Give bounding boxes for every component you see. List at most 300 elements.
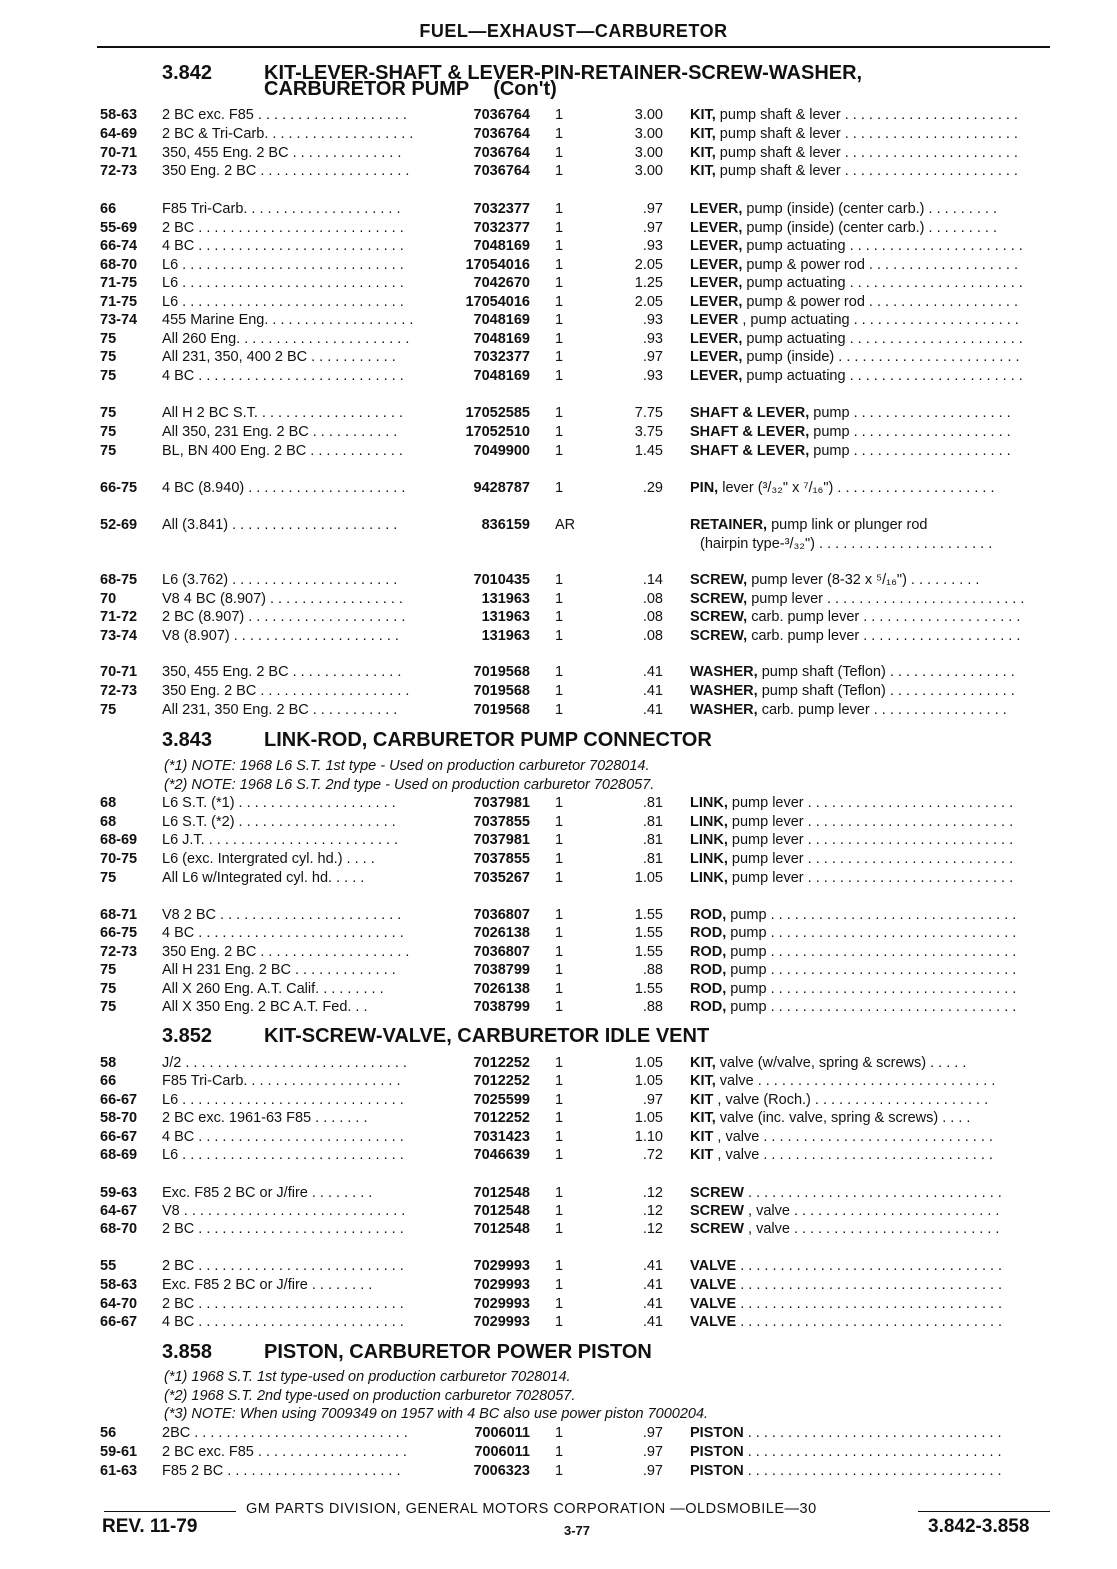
part-description: KIT , valve . . . . . . . . . . . . . . . . . . . . . . . . . . . . . xyxy=(690,1147,993,1163)
footer-section-range: 3.842-3.858 xyxy=(928,1516,1030,1537)
part-description: LINK, pump lever . . . . . . . . . . . . . . . . . . . . . . . . . . xyxy=(690,832,1014,848)
part-number: 7032377 xyxy=(473,349,530,365)
part-number: 7042670 xyxy=(473,275,530,291)
part-number: 7032377 xyxy=(473,201,530,217)
part-number: 7012252 xyxy=(473,1073,530,1089)
price: 1.55 xyxy=(634,907,663,923)
part-description: LEVER, pump actuating . . . . . . . . . . . . . . . . . . . . . . xyxy=(690,368,1023,384)
price: 1.05 xyxy=(634,870,663,886)
part-name: KIT, xyxy=(690,1073,716,1089)
application: 350, 455 Eng. 2 BC . . . . . . . . . . . . . . xyxy=(162,664,402,680)
price: .72 xyxy=(642,1147,663,1163)
part-number: 7012252 xyxy=(473,1110,530,1126)
quantity: 1 xyxy=(555,702,564,718)
application: All (3.841) . . . . . . . . . . . . . . . . . . . . . xyxy=(162,517,398,533)
part-description: KIT, valve . . . . . . . . . . . . . . . . . . . . . . . . . . . . . . xyxy=(690,1073,996,1089)
part-row xyxy=(0,1073,1117,1092)
price: .14 xyxy=(642,572,663,588)
part-description: KIT, pump shaft & lever . . . . . . . . . . . . . . . . . . . . . . xyxy=(690,126,1018,142)
part-name: LEVER, xyxy=(690,331,743,347)
part-name: LEVER, xyxy=(690,201,743,217)
price: 1.55 xyxy=(634,925,663,941)
part-name: SCREW xyxy=(690,1185,744,1201)
application: 2 BC exc. F85 . . . . . . . . . . . . . . . . . . . xyxy=(162,1444,407,1460)
model-years: 75 xyxy=(100,443,117,459)
quantity: 1 xyxy=(555,1073,564,1089)
part-description: PISTON . . . . . . . . . . . . . . . . . . . . . . . . . . . . . . . . xyxy=(690,1425,1002,1441)
footer-page-number: 3-77 xyxy=(564,1523,591,1538)
part-description: LINK, pump lever . . . . . . . . . . . . . . . . . . . . . . . . . . xyxy=(690,795,1014,811)
price: .97 xyxy=(642,1463,663,1479)
price: .81 xyxy=(642,795,663,811)
part-name: LEVER, xyxy=(690,349,743,365)
quantity: 1 xyxy=(555,1129,564,1145)
application: 2 BC . . . . . . . . . . . . . . . . . . . . . . . . . . xyxy=(162,220,404,236)
part-row xyxy=(0,814,1117,833)
part-name: ROD, xyxy=(690,981,727,997)
section-note: (*1) 1968 S.T. 1st type-used on production carburetor 7028014. xyxy=(164,1369,571,1385)
application: 2BC . . . . . . . . . . . . . . . . . . . . . . . . . . . xyxy=(162,1425,408,1441)
price: 1.55 xyxy=(634,944,663,960)
price: 2.05 xyxy=(634,257,663,273)
part-row xyxy=(0,1147,1117,1166)
application: All 350, 231 Eng. 2 BC . . . . . . . . . . . xyxy=(162,424,398,440)
quantity: 1 xyxy=(555,1314,564,1330)
part-row xyxy=(0,962,1117,981)
part-row xyxy=(0,349,1117,368)
price: 7.75 xyxy=(634,405,663,421)
part-number: 7032377 xyxy=(473,220,530,236)
part-name: ROD, xyxy=(690,907,727,923)
part-number: 7036764 xyxy=(473,126,530,142)
part-row xyxy=(0,238,1117,257)
part-description: PISTON . . . . . . . . . . . . . . . . . . . . . . . . . . . . . . . . xyxy=(690,1463,1002,1479)
part-description: VALVE . . . . . . . . . . . . . . . . . . . . . . . . . . . . . . . . . xyxy=(690,1258,1003,1274)
part-name: ROD, xyxy=(690,944,727,960)
part-row xyxy=(0,1463,1117,1482)
quantity: 1 xyxy=(555,349,564,365)
quantity: 1 xyxy=(555,999,564,1015)
part-row xyxy=(0,1221,1117,1240)
model-years: 75 xyxy=(100,981,117,997)
part-row xyxy=(0,163,1117,182)
price: 3.00 xyxy=(634,145,663,161)
quantity: 1 xyxy=(555,981,564,997)
price: 1.55 xyxy=(634,981,663,997)
part-description: VALVE . . . . . . . . . . . . . . . . . . . . . . . . . . . . . . . . . xyxy=(690,1277,1003,1293)
part-row xyxy=(0,944,1117,963)
price: .08 xyxy=(642,628,663,644)
part-row xyxy=(0,1277,1117,1296)
part-number: 7048169 xyxy=(473,331,530,347)
quantity: 1 xyxy=(555,572,564,588)
quantity: 1 xyxy=(555,331,564,347)
part-number: 7048169 xyxy=(473,238,530,254)
price: .97 xyxy=(642,1444,663,1460)
price: 3.00 xyxy=(634,163,663,179)
application: Exc. F85 2 BC or J/fire . . . . . . . . xyxy=(162,1185,373,1201)
application: 350 Eng. 2 BC . . . . . . . . . . . . . . . . . . . xyxy=(162,683,410,699)
section-note: (*1) NOTE: 1968 L6 S.T. 1st type - Used on production carburetor 7028014. xyxy=(164,758,650,774)
part-description: LEVER, pump (inside) (center carb.) . . . . . . . . . xyxy=(690,201,998,217)
part-number: 7036764 xyxy=(473,107,530,123)
quantity: 1 xyxy=(555,443,564,459)
quantity: 1 xyxy=(555,1147,564,1163)
quantity: 1 xyxy=(555,1110,564,1126)
quantity: 1 xyxy=(555,664,564,680)
application: L6 . . . . . . . . . . . . . . . . . . . . . . . . . . . . xyxy=(162,294,404,310)
model-years: 66 xyxy=(100,1073,117,1089)
part-row xyxy=(0,107,1117,126)
application: L6 (3.762) . . . . . . . . . . . . . . . . . . . . . xyxy=(162,572,398,588)
application: 4 BC . . . . . . . . . . . . . . . . . . . . . . . . . . xyxy=(162,1314,404,1330)
part-name: PIN, xyxy=(690,480,719,496)
part-name: WASHER, xyxy=(690,664,758,680)
part-name: LINK, xyxy=(690,814,728,830)
part-name: LINK, xyxy=(690,832,728,848)
part-name: SCREW xyxy=(690,1203,744,1219)
application: 4 BC . . . . . . . . . . . . . . . . . . . . . . . . . . xyxy=(162,238,404,254)
application: V8 (8.907) . . . . . . . . . . . . . . . . . . . . . xyxy=(162,628,399,644)
quantity: 1 xyxy=(555,1444,564,1460)
part-number: 131963 xyxy=(481,628,530,644)
quantity: 1 xyxy=(555,795,564,811)
page-header: FUEL—EXHAUST—CARBURETOR xyxy=(97,18,1050,48)
price: .41 xyxy=(642,1296,663,1312)
model-years: 66-67 xyxy=(100,1314,138,1330)
model-years: 75 xyxy=(100,331,117,347)
part-number: 131963 xyxy=(481,609,530,625)
part-description: LEVER, pump (inside) (center carb.) . . . . . . . . . xyxy=(690,220,998,236)
price: .93 xyxy=(642,238,663,254)
part-row xyxy=(0,1055,1117,1074)
part-row xyxy=(0,331,1117,350)
part-name: LEVER, xyxy=(690,275,743,291)
part-row xyxy=(0,999,1117,1018)
model-years: 68-71 xyxy=(100,907,138,923)
section-number: 3.842 xyxy=(162,62,213,84)
price: 2.05 xyxy=(634,294,663,310)
model-years: 71-75 xyxy=(100,275,138,291)
part-name: RETAINER, xyxy=(690,517,768,533)
part-number: 7025599 xyxy=(473,1092,530,1108)
model-years: 55 xyxy=(100,1258,117,1274)
model-years: 56 xyxy=(100,1425,117,1441)
part-name: LINK, xyxy=(690,851,728,867)
footer-rule-right xyxy=(918,1511,1050,1512)
model-years: 70-71 xyxy=(100,664,138,680)
quantity: 1 xyxy=(555,925,564,941)
application: 2 BC (8.907) . . . . . . . . . . . . . . . . . . . . xyxy=(162,609,406,625)
part-number: 17052585 xyxy=(465,405,530,421)
part-description: LINK, pump lever . . . . . . . . . . . . . . . . . . . . . . . . . . xyxy=(690,851,1014,867)
model-years: 75 xyxy=(100,962,117,978)
part-name: VALVE xyxy=(690,1277,737,1293)
price: .88 xyxy=(642,999,663,1015)
price: .97 xyxy=(642,220,663,236)
price: .97 xyxy=(642,1092,663,1108)
model-years: 64-69 xyxy=(100,126,138,142)
part-row xyxy=(0,870,1117,889)
price: 1.45 xyxy=(634,443,663,459)
price: .41 xyxy=(642,1258,663,1274)
part-number: 7012548 xyxy=(473,1185,530,1201)
part-number: 17052510 xyxy=(465,424,530,440)
quantity: 1 xyxy=(555,1055,564,1071)
price: .93 xyxy=(642,331,663,347)
price: 1.05 xyxy=(634,1073,663,1089)
application: L6 S.T. (*2) . . . . . . . . . . . . . . . . . . . . xyxy=(162,814,396,830)
quantity: 1 xyxy=(555,1463,564,1479)
quantity: 1 xyxy=(555,257,564,273)
part-number: 7036807 xyxy=(473,944,530,960)
quantity: 1 xyxy=(555,163,564,179)
model-years: 75 xyxy=(100,999,117,1015)
part-row xyxy=(0,702,1117,721)
part-description: ROD, pump . . . . . . . . . . . . . . . . . . . . . . . . . . . . . . . xyxy=(690,907,1017,923)
application: V8 . . . . . . . . . . . . . . . . . . . . . . . . . . . . xyxy=(162,1203,406,1219)
application: F85 Tri-Carb. . . . . . . . . . . . . . . . . . . . xyxy=(162,1073,401,1089)
quantity: 1 xyxy=(555,591,564,607)
quantity: 1 xyxy=(555,1296,564,1312)
part-name: LEVER, xyxy=(690,220,743,236)
part-name: LEVER, xyxy=(690,238,743,254)
model-years: 68-69 xyxy=(100,832,138,848)
price: 3.00 xyxy=(634,107,663,123)
quantity: 1 xyxy=(555,275,564,291)
part-number: 7029993 xyxy=(473,1314,530,1330)
part-row xyxy=(0,1110,1117,1129)
part-number: 7038799 xyxy=(473,962,530,978)
part-row xyxy=(0,907,1117,926)
part-description: VALVE . . . . . . . . . . . . . . . . . . . . . . . . . . . . . . . . . xyxy=(690,1296,1003,1312)
quantity: 1 xyxy=(555,870,564,886)
part-name: VALVE xyxy=(690,1314,737,1330)
application: All 231, 350, 400 2 BC . . . . . . . . . . . xyxy=(162,349,396,365)
quantity: 1 xyxy=(555,1203,564,1219)
application: V8 4 BC (8.907) . . . . . . . . . . . . . . . . . xyxy=(162,591,403,607)
part-description: VALVE . . . . . . . . . . . . . . . . . . . . . . . . . . . . . . . . . xyxy=(690,1314,1003,1330)
part-row xyxy=(0,795,1117,814)
quantity: AR xyxy=(555,517,576,533)
quantity: 1 xyxy=(555,480,564,496)
part-description: LEVER, pump & power rod . . . . . . . . . . . . . . . . . . . xyxy=(690,294,1018,310)
model-years: 64-70 xyxy=(100,1296,138,1312)
part-name: SCREW xyxy=(690,1221,744,1237)
part-number: 7006011 xyxy=(474,1444,530,1460)
application: 2 BC exc. 1961-63 F85 . . . . . . . xyxy=(162,1110,368,1126)
model-years: 71-75 xyxy=(100,294,138,310)
model-years: 75 xyxy=(100,405,117,421)
section-number: 3.858 xyxy=(162,1341,213,1363)
part-name: LINK, xyxy=(690,795,728,811)
part-number: 7012548 xyxy=(473,1203,530,1219)
part-name: KIT, xyxy=(690,1110,716,1126)
part-name: KIT xyxy=(690,1092,714,1108)
application: L6 . . . . . . . . . . . . . . . . . . . . . . . . . . . . xyxy=(162,1147,404,1163)
application: L6 S.T. (*1) . . . . . . . . . . . . . . . . . . . . xyxy=(162,795,396,811)
application: 2 BC exc. F85 . . . . . . . . . . . . . . . . . . . xyxy=(162,107,407,123)
application: All X 260 Eng. A.T. Calif. . . . . . . . . xyxy=(162,981,384,997)
part-description: ROD, pump . . . . . . . . . . . . . . . . . . . . . . . . . . . . . . . xyxy=(690,944,1017,960)
price: .08 xyxy=(642,591,663,607)
model-years: 75 xyxy=(100,870,117,886)
part-description: SCREW , valve . . . . . . . . . . . . . . . . . . . . . . . . . . xyxy=(690,1203,1000,1219)
price: 3.75 xyxy=(634,424,663,440)
part-description: KIT, pump shaft & lever . . . . . . . . . . . . . . . . . . . . . . xyxy=(690,145,1018,161)
model-years: 75 xyxy=(100,424,117,440)
part-number: 7048169 xyxy=(473,312,530,328)
part-row xyxy=(0,443,1117,462)
part-row xyxy=(0,480,1117,499)
price: .41 xyxy=(642,1277,663,1293)
part-name: LEVER xyxy=(690,312,739,328)
price: 1.10 xyxy=(634,1129,663,1145)
part-row xyxy=(0,1129,1117,1148)
price: .12 xyxy=(642,1221,663,1237)
part-description: LEVER, pump actuating . . . . . . . . . . . . . . . . . . . . . . xyxy=(690,275,1023,291)
price: .97 xyxy=(642,201,663,217)
model-years: 58-70 xyxy=(100,1110,138,1126)
application: L6 . . . . . . . . . . . . . . . . . . . . . . . . . . . . xyxy=(162,257,404,273)
application: 4 BC . . . . . . . . . . . . . . . . . . . . . . . . . . xyxy=(162,925,404,941)
part-number: 7006011 xyxy=(474,1425,530,1441)
part-description: LINK, pump lever . . . . . . . . . . . . . . . . . . . . . . . . . . xyxy=(690,814,1014,830)
model-years: 52-69 xyxy=(100,517,138,533)
part-row xyxy=(0,424,1117,443)
part-description: WASHER, carb. pump lever . . . . . . . . . . . . . . . . . xyxy=(690,702,1007,718)
section-title: KIT-LEVER-SHAFT & LEVER-PIN-RETAINER-SCREW-WASHER, xyxy=(264,62,863,84)
part-number: 836159 xyxy=(481,517,530,533)
quantity: 1 xyxy=(555,405,564,421)
model-years: 66-67 xyxy=(100,1129,138,1145)
application: 350 Eng. 2 BC . . . . . . . . . . . . . . . . . . . xyxy=(162,944,410,960)
part-row xyxy=(0,368,1117,387)
part-row xyxy=(0,628,1117,647)
part-row xyxy=(0,201,1117,220)
part-number: 7029993 xyxy=(473,1258,530,1274)
section-number: 3.843 xyxy=(162,729,213,751)
model-years: 68 xyxy=(100,814,117,830)
part-name: WASHER, xyxy=(690,683,758,699)
quantity: 1 xyxy=(555,145,564,161)
part-row xyxy=(0,220,1117,239)
part-number: 7037981 xyxy=(473,795,530,811)
section-heading xyxy=(162,729,712,752)
application: All X 350 Eng. 2 BC A.T. Fed. . . xyxy=(162,999,368,1015)
quantity: 1 xyxy=(555,1425,564,1441)
part-description: SCREW, pump lever (8-32 x ⁵/₁₆") . . . . . . . . . xyxy=(690,572,980,588)
part-row xyxy=(0,1258,1117,1277)
part-row xyxy=(0,683,1117,702)
application: All H 231 Eng. 2 BC . . . . . . . . . . . . . xyxy=(162,962,396,978)
quantity: 1 xyxy=(555,107,564,123)
quantity: 1 xyxy=(555,1258,564,1274)
part-number: 7037855 xyxy=(473,851,530,867)
footer-publisher: GM PARTS DIVISION, GENERAL MOTORS CORPORATION —OLDSMOBILE—30 xyxy=(246,1501,817,1517)
application: Exc. F85 2 BC or J/fire . . . . . . . . xyxy=(162,1277,373,1293)
part-row xyxy=(0,609,1117,628)
section-number: 3.852 xyxy=(162,1025,213,1047)
quantity: 1 xyxy=(555,683,564,699)
application: J/2 . . . . . . . . . . . . . . . . . . . . . . . . . . . . xyxy=(162,1055,407,1071)
model-years: 58 xyxy=(100,1055,117,1071)
part-description: KIT, pump shaft & lever . . . . . . . . . . . . . . . . . . . . . . xyxy=(690,163,1018,179)
model-years: 73-74 xyxy=(100,312,138,328)
part-row xyxy=(0,257,1117,276)
part-row xyxy=(0,1203,1117,1222)
quantity: 1 xyxy=(555,201,564,217)
part-row xyxy=(0,1185,1117,1204)
section-title: PISTON, CARBURETOR POWER PISTON xyxy=(264,1341,652,1363)
part-description: LEVER , pump actuating . . . . . . . . . . . . . . . . . . . . . xyxy=(690,312,1019,328)
part-number: 7031423 xyxy=(473,1129,530,1145)
part-name: WASHER, xyxy=(690,702,758,718)
part-row xyxy=(0,591,1117,610)
model-years: 68-75 xyxy=(100,572,138,588)
part-name: KIT, xyxy=(690,126,716,142)
application: 350 Eng. 2 BC . . . . . . . . . . . . . . . . . . . xyxy=(162,163,410,179)
part-description: PISTON . . . . . . . . . . . . . . . . . . . . . . . . . . . . . . . . xyxy=(690,1444,1002,1460)
part-row xyxy=(0,1296,1117,1315)
part-number: 7006323 xyxy=(473,1463,530,1479)
part-name: LEVER, xyxy=(690,368,743,384)
model-years: 70-75 xyxy=(100,851,138,867)
part-row xyxy=(0,1444,1117,1463)
model-years: 68-70 xyxy=(100,1221,138,1237)
price: .29 xyxy=(642,480,663,496)
model-years: 66 xyxy=(100,201,117,217)
model-years: 66-75 xyxy=(100,480,138,496)
model-years: 55-69 xyxy=(100,220,138,236)
section-title: LINK-ROD, CARBURETOR PUMP CONNECTOR xyxy=(264,729,712,751)
price: .88 xyxy=(642,962,663,978)
application: 2 BC . . . . . . . . . . . . . . . . . . . . . . . . . . xyxy=(162,1296,404,1312)
price: .97 xyxy=(642,349,663,365)
price: 1.05 xyxy=(634,1110,663,1126)
model-years: 64-67 xyxy=(100,1203,138,1219)
application: All H 2 BC S.T. . . . . . . . . . . . . . . . . . . xyxy=(162,405,403,421)
part-number: 7038799 xyxy=(473,999,530,1015)
part-row xyxy=(0,1314,1117,1333)
part-number: 7010435 xyxy=(473,572,530,588)
part-description: PIN, lever (³/₃₂" x ⁷/₁₆") . . . . . . . . . . . . . . . . . . . . xyxy=(690,480,995,496)
part-row xyxy=(0,1425,1117,1444)
part-row xyxy=(0,294,1117,313)
part-name: VALVE xyxy=(690,1296,737,1312)
part-description: LINK, pump lever . . . . . . . . . . . . . . . . . . . . . . . . . . xyxy=(690,870,1014,886)
part-number: 7012252 xyxy=(473,1055,530,1071)
part-description: SCREW , valve . . . . . . . . . . . . . . . . . . . . . . . . . . xyxy=(690,1221,1000,1237)
part-number: 7012548 xyxy=(473,1221,530,1237)
model-years: 72-73 xyxy=(100,163,138,179)
part-description: SCREW, carb. pump lever . . . . . . . . . . . . . . . . . . . . xyxy=(690,609,1021,625)
part-name: SCREW, xyxy=(690,591,748,607)
quantity: 1 xyxy=(555,1277,564,1293)
model-years: 68-69 xyxy=(100,1147,138,1163)
quantity: 1 xyxy=(555,368,564,384)
model-years: 75 xyxy=(100,349,117,365)
application: 4 BC . . . . . . . . . . . . . . . . . . . . . . . . . . xyxy=(162,1129,404,1145)
model-years: 66-67 xyxy=(100,1092,138,1108)
part-description: SHAFT & LEVER, pump . . . . . . . . . . . . . . . . . . . . xyxy=(690,405,1011,421)
part-description: KIT , valve . . . . . . . . . . . . . . . . . . . . . . . . . . . . . xyxy=(690,1129,993,1145)
quantity: 1 xyxy=(555,126,564,142)
part-number: 7036764 xyxy=(473,145,530,161)
quantity: 1 xyxy=(555,1092,564,1108)
application: 455 Marine Eng. . . . . . . . . . . . . . . . . . . xyxy=(162,312,414,328)
part-row xyxy=(0,1092,1117,1111)
